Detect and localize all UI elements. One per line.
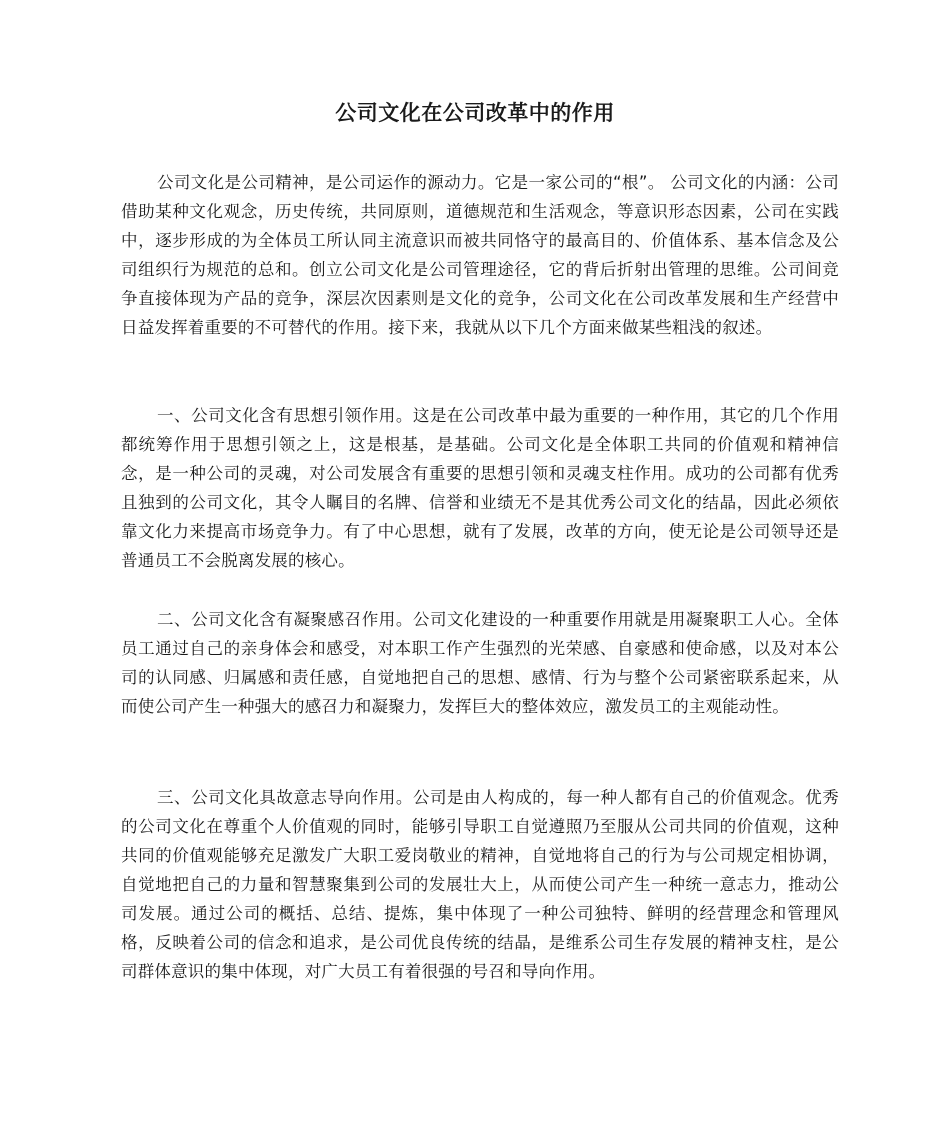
paragraph-intro: 公司文化是公司精神，是公司运作的源动力。它是一家公司的“根”。 公司文化的内涵：公司借助某种文化观念，历史传统，共同原则，道德规范和生活观念，等意识形态因素，公司在实践中，逐步形成的为全体员工所认同主流意识而被共同恪守的最高目的、价值体系、基本信念及公司组织行为规范的总和。创立公司文化是公司管理途径，它的背后折射出管理的思维。公司间竞争直接体现为产品的竞争，深层次因素则是文化的竞争，公司文化在公司改革发展和生产经营中日益发挥着重要的不可替代的作用。接下来，我就从以下几个方面来做某些粗浅的叙述。 xyxy=(121,173,839,337)
document-title: 公司文化在公司改革中的作用 xyxy=(335,101,615,125)
paragraph-ideological-guidance: 一、公司文化含有思想引领作用。这是在公司改革中最为重要的一种作用，其它的几个作用都统筹作用于思想引领之上，这是根基，是基础。公司文化是全体职工共同的价值观和精神信念，是一种公司的灵魂，对公司发展含有重要的思想引领和灵魂支柱作用。成功的公司都有优秀且独到的公司文化，其令人瞩目的名牌、信誉和业绩无不是其优秀公司文化的结晶，因此必须依靠文化力来提高市场竞争力。有了中心思想，就有了发展，改革的方向，使无论是公司领导还是普通员工不会脱离发展的核心。 xyxy=(121,406,839,570)
paragraph-cohesion: 二、公司文化含有凝聚感召作用。公司文化建设的一种重要作用就是用凝聚职工人心。全体员工通过自己的亲身体会和感受，对本职工作产生强烈的光荣感、自豪感和使命感，以及对本公司的认同感、归属感和责任感，自觉地把自己的思想、感情、行为与整个公司紧密联系起来，从而使公司产生一种强大的感召力和凝聚力，发挥巨大的整体效应，激发员工的主观能动性。 xyxy=(121,610,839,716)
paragraph-will-orientation: 三、公司文化具故意志导向作用。公司是由人构成的，每一种人都有自己的价值观念。优秀的公司文化在尊重个人价值观的同时，能够引导职工自觉遵照乃至服从公司共同的价值观，这种共同的价值观能够充足激发广大职工爱岗敬业的精神，自觉地将自己的行为与公司规定相协调，自觉地把自己的力量和智慧聚集到公司的发展壮大上，从而使公司产生一种统一意志力，推动公司发展。通过公司的概括、总结、提炼，集中体现了一种公司独特、鲜明的经营理念和管理风格，反映着公司的信念和追求，是公司优良传统的结晶，是维系公司生存发展的精神支柱，是公司群体意识的集中体现，对广大员工有着很强的号召和导向作用。 xyxy=(121,788,839,981)
